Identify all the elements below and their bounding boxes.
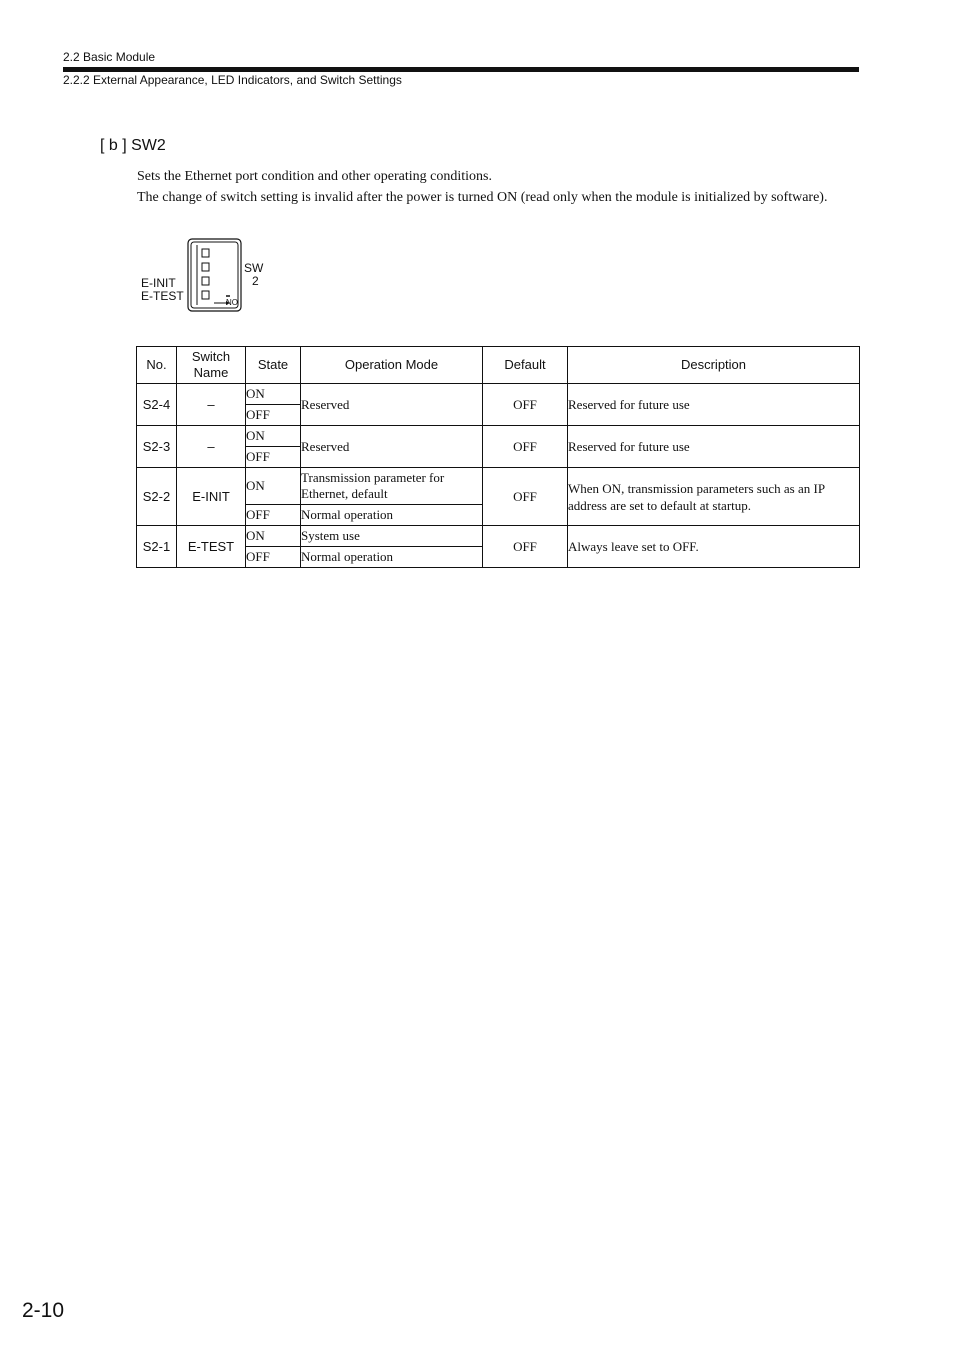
cell-state-off: OFF	[246, 505, 301, 526]
cell-state-off: OFF	[246, 405, 301, 426]
table-row	[137, 384, 860, 405]
cell-switch-name: E-INIT	[177, 468, 246, 526]
dip-switch-diagram	[138, 237, 278, 317]
label-no: NO	[226, 298, 238, 307]
header-rule	[63, 67, 859, 72]
section-title: [ b ] SW2	[100, 137, 166, 154]
cell-operation-mode-off: Normal operation	[301, 505, 483, 526]
cell-description: Reserved for future use	[568, 426, 860, 468]
cell-no: S2-1	[137, 526, 177, 568]
cell-state-off: OFF	[246, 547, 301, 568]
header-description: Description	[568, 347, 860, 384]
label-e-test: E-TEST	[141, 289, 184, 303]
cell-description: Always leave set to OFF.	[568, 526, 860, 568]
sw2-settings-table	[136, 346, 860, 568]
table-row	[137, 468, 860, 505]
cell-no: S2-3	[137, 426, 177, 468]
header-default: Default	[483, 347, 568, 384]
cell-state-on: ON	[246, 468, 301, 505]
table-header-row	[137, 347, 860, 384]
cell-switch-name: –	[177, 426, 246, 468]
cell-operation-mode-on: Transmission parameter for Ethernet, default	[301, 468, 483, 505]
label-sw: SW	[244, 261, 264, 275]
table-row	[137, 426, 860, 447]
header-subsection: 2.2.2 External Appearance, LED Indicators, and Switch Settings	[63, 73, 402, 87]
header-switch-name: Switch Name	[177, 347, 246, 384]
cell-description: Reserved for future use	[568, 384, 860, 426]
cell-state-off: OFF	[246, 447, 301, 468]
header-section: 2.2 Basic Module	[63, 50, 156, 64]
header-state: State	[246, 347, 301, 384]
cell-no: S2-4	[137, 384, 177, 426]
cell-default: OFF	[483, 426, 568, 468]
paragraph-1: Sets the Ethernet port condition and other operating conditions.	[137, 169, 492, 184]
cell-switch-name: E-TEST	[177, 526, 246, 568]
page-number: 2-10	[22, 1299, 65, 1322]
cell-no: S2-2	[137, 468, 177, 526]
cell-default: OFF	[483, 384, 568, 426]
cell-state-on: ON	[246, 384, 301, 405]
label-e-init: E-INIT	[141, 276, 176, 290]
cell-default: OFF	[483, 526, 568, 568]
label-sw-number: 2	[252, 274, 259, 288]
header-no: No.	[137, 347, 177, 384]
table-row	[137, 526, 860, 547]
cell-operation-mode-on: System use	[301, 526, 483, 547]
cell-state-on: ON	[246, 526, 301, 547]
cell-operation-mode: Reserved	[301, 426, 483, 468]
cell-operation-mode: Reserved	[301, 384, 483, 426]
cell-default: OFF	[483, 468, 568, 526]
cell-state-on: ON	[246, 426, 301, 447]
cell-operation-mode-off: Normal operation	[301, 547, 483, 568]
cell-description: When ON, transmission parameters such as an IP address are set to default at startup.	[568, 468, 860, 526]
header-operation-mode: Operation Mode	[301, 347, 483, 384]
cell-switch-name: –	[177, 384, 246, 426]
paragraph-2: The change of switch setting is invalid after the power is turned ON (read only when the module is initialized by software).	[137, 190, 828, 205]
